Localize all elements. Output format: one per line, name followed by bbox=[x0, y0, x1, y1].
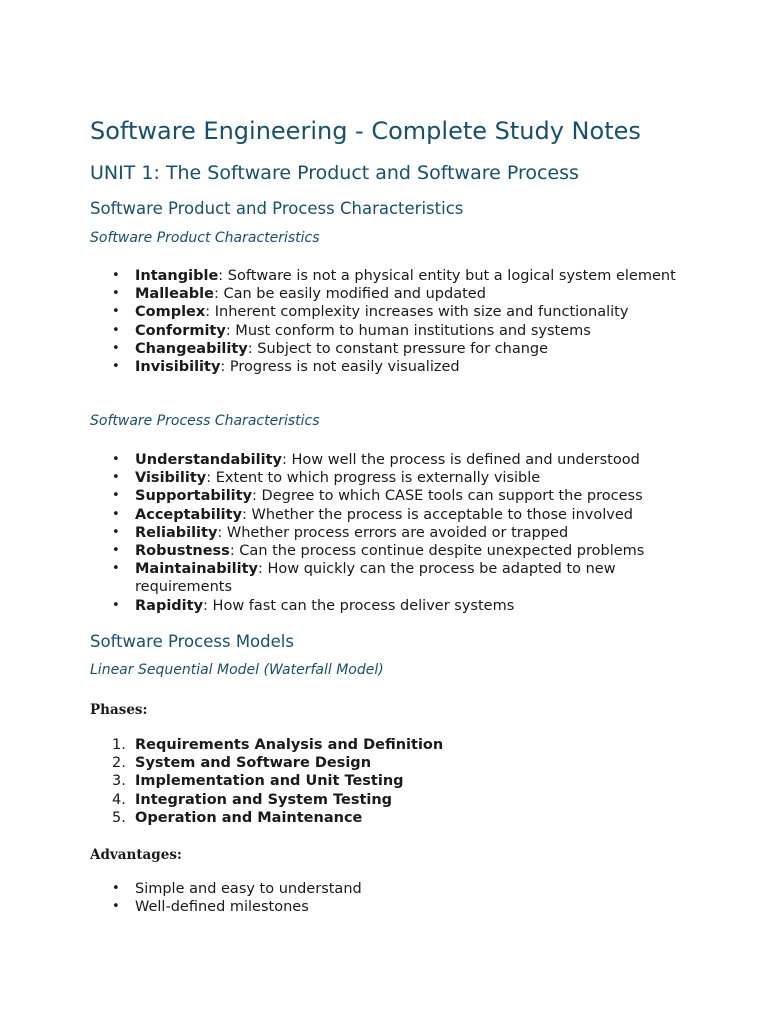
phase-text: Implementation and Unit Testing bbox=[135, 773, 404, 790]
list-item bbox=[90, 487, 690, 505]
list-item: • Well-defined milestones bbox=[90, 898, 690, 916]
phase-item bbox=[90, 754, 690, 772]
list-item-desc: : Can be easily modified and updated bbox=[213, 286, 486, 303]
list-item bbox=[90, 267, 690, 285]
list-item-term: Complex bbox=[135, 304, 206, 321]
list-item-term: Rapidity bbox=[135, 597, 204, 614]
list-item-term: Visibility bbox=[135, 470, 207, 487]
list-item bbox=[90, 451, 690, 469]
unit-heading: UNIT 1: The Software Product and Software Process bbox=[90, 162, 579, 184]
phase-text: System and Software Design bbox=[135, 755, 372, 772]
list-item-desc: : Can the process continue despite unexpected problems bbox=[229, 543, 645, 560]
list-item-desc: : Inherent complexity increases with size and functionality bbox=[205, 304, 629, 321]
list-item-desc: : Subject to constant pressure for change bbox=[247, 340, 549, 357]
list-item-desc: : How fast can the process deliver systems bbox=[203, 597, 515, 614]
document-title: Software Engineering - Complete Study Notes bbox=[90, 117, 641, 145]
phase-item bbox=[90, 736, 690, 754]
list-item-desc: : Must conform to human institutions and systems bbox=[225, 322, 591, 339]
list-item-desc: : How quickly can the process be adapted to new requirements bbox=[135, 561, 616, 596]
list-item-term: Intangible bbox=[135, 268, 219, 284]
list-item-term: Changeability bbox=[135, 340, 248, 357]
phase-item bbox=[90, 791, 690, 809]
advantages-label: Advantages: bbox=[90, 847, 182, 863]
list-item bbox=[90, 542, 690, 560]
list-item bbox=[90, 322, 690, 340]
list-item bbox=[90, 524, 690, 542]
list-item-desc: : How well the process is defined and understood bbox=[281, 452, 640, 468]
phase-item bbox=[90, 772, 690, 790]
phase-number: 5. bbox=[112, 809, 126, 826]
list-item: • Simple and easy to understand bbox=[90, 880, 690, 898]
list-item bbox=[90, 340, 690, 358]
phase-item bbox=[90, 809, 690, 827]
process-characteristics-list bbox=[90, 451, 690, 615]
list-item-desc: : Whether process errors are avoided or trapped bbox=[217, 524, 569, 541]
phase-text: Requirements Analysis and Definition bbox=[135, 737, 444, 753]
list-item-term: Supportability bbox=[135, 488, 253, 505]
waterfall-model-heading: Linear Sequential Model (Waterfall Model) bbox=[90, 662, 384, 678]
list-item bbox=[90, 469, 690, 487]
list-item-term: Understandability bbox=[135, 452, 282, 468]
list-item-term: Conformity bbox=[135, 322, 226, 339]
product-characteristics-heading: Software Product Characteristics bbox=[90, 230, 320, 246]
phase-text: Integration and System Testing bbox=[135, 791, 393, 808]
list-item-term: Invisibility bbox=[135, 359, 221, 376]
characteristics-heading: Software Product and Process Characteristics bbox=[90, 199, 464, 218]
list-item-term: Robustness bbox=[135, 543, 230, 560]
list-item-term: Malleable bbox=[135, 286, 214, 303]
phases-label: Phases: bbox=[90, 702, 148, 718]
list-item bbox=[90, 285, 690, 303]
list-item-desc: : Progress is not easily visualized bbox=[220, 359, 460, 376]
process-characteristics-heading: Software Process Characteristics bbox=[90, 413, 320, 429]
product-characteristics-list bbox=[90, 267, 690, 376]
list-item-desc: : Software is not a physical entity but a logical system element bbox=[218, 268, 676, 284]
phase-text: Operation and Maintenance bbox=[135, 809, 363, 826]
list-item-desc: : Degree to which CASE tools can support the process bbox=[252, 488, 643, 505]
list-item-term: Maintainability bbox=[135, 561, 258, 578]
list-item bbox=[90, 560, 690, 596]
phases-list bbox=[90, 736, 690, 827]
list-item-term: Acceptability bbox=[135, 506, 243, 523]
list-item-desc: : Extent to which progress is externally visible bbox=[206, 470, 541, 487]
advantages-list bbox=[90, 880, 690, 916]
phase-number: 2. bbox=[112, 755, 126, 772]
list-item bbox=[90, 358, 690, 376]
list-item-term: Reliability bbox=[135, 524, 218, 541]
phase-number: 3. bbox=[112, 773, 126, 790]
list-item-desc: : Whether the process is acceptable to those involved bbox=[242, 506, 633, 523]
list-item bbox=[90, 597, 690, 615]
phase-number: 1. bbox=[112, 737, 126, 753]
phase-number: 4. bbox=[112, 791, 126, 808]
process-models-heading: Software Process Models bbox=[90, 632, 294, 651]
list-item bbox=[90, 506, 690, 524]
list-item bbox=[90, 303, 690, 321]
